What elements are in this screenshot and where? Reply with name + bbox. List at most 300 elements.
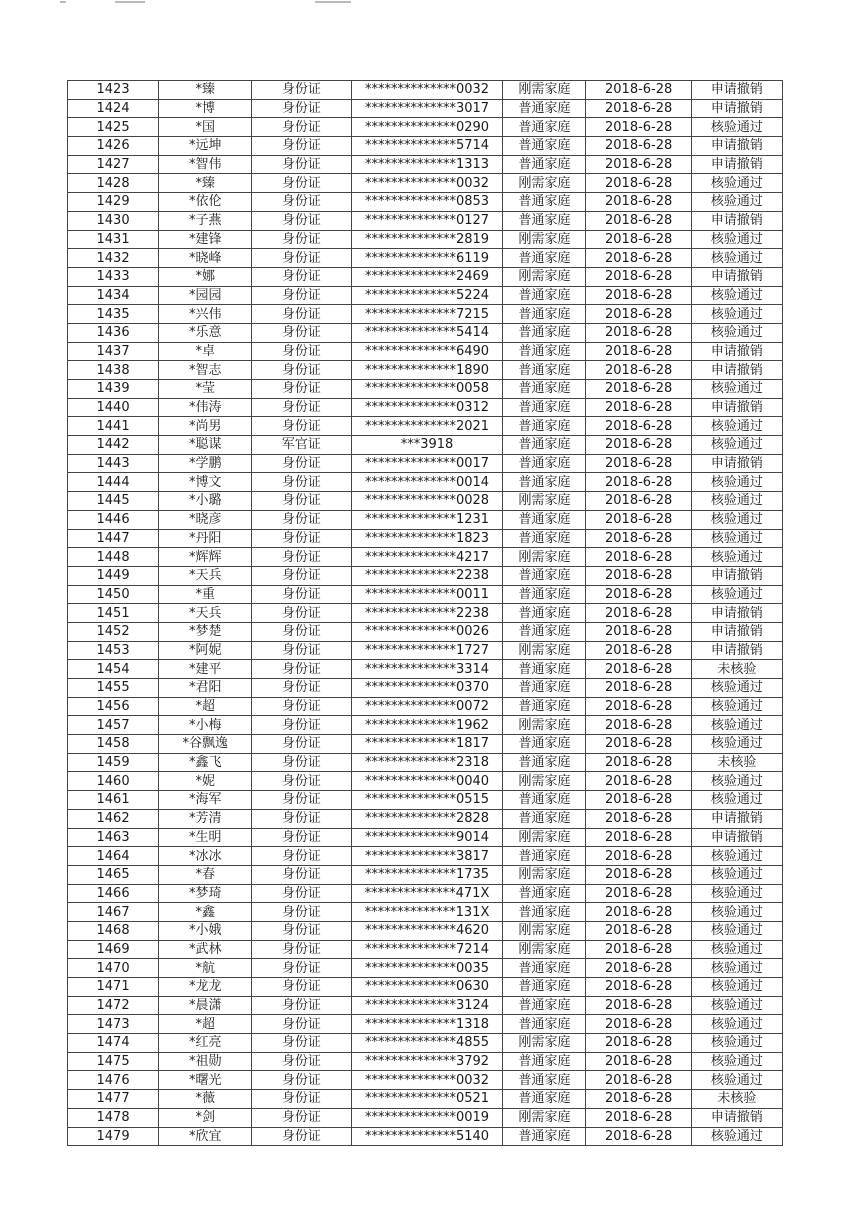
cell-date: 2018-6-28 xyxy=(586,99,691,118)
table-row xyxy=(68,1071,783,1090)
cell-no: 1474 xyxy=(68,1034,159,1053)
cell-date: 2018-6-28 xyxy=(586,865,691,884)
cell-name: *乐意 xyxy=(159,323,252,342)
table-row xyxy=(68,884,783,903)
table-row xyxy=(68,1052,783,1071)
cell-no: 1453 xyxy=(68,641,159,660)
cell-date: 2018-6-28 xyxy=(586,193,691,212)
table-row xyxy=(68,940,783,959)
cell-name: *学鹏 xyxy=(159,454,252,473)
table-row xyxy=(68,753,783,772)
cell-household-type: 普通家庭 xyxy=(503,1071,586,1090)
cell-date: 2018-6-28 xyxy=(586,267,691,286)
table-row xyxy=(68,847,783,866)
cell-status: 核验通过 xyxy=(691,436,782,455)
cell-doc-type: 身份证 xyxy=(252,249,351,268)
cell-doc-type: 身份证 xyxy=(252,361,351,380)
table-row xyxy=(68,193,783,212)
cell-date: 2018-6-28 xyxy=(586,249,691,268)
table-row xyxy=(68,361,783,380)
table-row xyxy=(68,903,783,922)
cell-status: 申请撤销 xyxy=(691,641,782,660)
cell-no: 1454 xyxy=(68,660,159,679)
cell-date: 2018-6-28 xyxy=(586,1052,691,1071)
cell-name: *阿妮 xyxy=(159,641,252,660)
table-row xyxy=(68,211,783,230)
cell-household-type: 普通家庭 xyxy=(503,211,586,230)
table-row xyxy=(68,1127,783,1146)
cell-household-type: 刚需家庭 xyxy=(503,230,586,249)
cell-date: 2018-6-28 xyxy=(586,604,691,623)
cell-date: 2018-6-28 xyxy=(586,959,691,978)
cell-status: 未核验 xyxy=(691,753,782,772)
cell-no: 1473 xyxy=(68,1015,159,1034)
cell-household-type: 刚需家庭 xyxy=(503,1108,586,1127)
cell-id-number: **************0017 xyxy=(351,454,503,473)
cell-name: *博 xyxy=(159,99,252,118)
scan-mark xyxy=(315,1,351,3)
cell-name: *依伦 xyxy=(159,193,252,212)
cell-id-number: **************0521 xyxy=(351,1090,503,1109)
cell-status: 核验通过 xyxy=(691,1034,782,1053)
cell-name: *尚男 xyxy=(159,417,252,436)
cell-id-number: **************0032 xyxy=(351,174,503,193)
cell-no: 1469 xyxy=(68,940,159,959)
cell-name: *建锋 xyxy=(159,230,252,249)
applicant-table-body xyxy=(68,81,783,1146)
cell-doc-type: 身份证 xyxy=(252,323,351,342)
table-row xyxy=(68,118,783,137)
cell-id-number: **************0019 xyxy=(351,1108,503,1127)
table-row xyxy=(68,529,783,548)
cell-name: *梦琦 xyxy=(159,884,252,903)
cell-id-number: **************9014 xyxy=(351,828,503,847)
cell-doc-type: 身份证 xyxy=(252,1034,351,1053)
cell-name: *欣宜 xyxy=(159,1127,252,1146)
cell-status: 核验通过 xyxy=(691,529,782,548)
cell-household-type: 普通家庭 xyxy=(503,380,586,399)
cell-no: 1466 xyxy=(68,884,159,903)
cell-id-number: **************0515 xyxy=(351,791,503,810)
cell-no: 1451 xyxy=(68,604,159,623)
cell-doc-type: 身份证 xyxy=(252,398,351,417)
table-row xyxy=(68,716,783,735)
cell-date: 2018-6-28 xyxy=(586,679,691,698)
cell-id-number: **************0028 xyxy=(351,492,503,511)
cell-id-number: **************1231 xyxy=(351,510,503,529)
cell-name: *卓 xyxy=(159,342,252,361)
cell-date: 2018-6-28 xyxy=(586,155,691,174)
cell-no: 1479 xyxy=(68,1127,159,1146)
cell-date: 2018-6-28 xyxy=(586,286,691,305)
cell-no: 1429 xyxy=(68,193,159,212)
cell-household-type: 普通家庭 xyxy=(503,585,586,604)
table-row xyxy=(68,492,783,511)
cell-date: 2018-6-28 xyxy=(586,323,691,342)
cell-name: *龙龙 xyxy=(159,978,252,997)
cell-date: 2018-6-28 xyxy=(586,940,691,959)
cell-name: *园园 xyxy=(159,286,252,305)
cell-status: 核验通过 xyxy=(691,118,782,137)
cell-name: *妮 xyxy=(159,772,252,791)
cell-id-number: **************2819 xyxy=(351,230,503,249)
cell-household-type: 普通家庭 xyxy=(503,996,586,1015)
cell-no: 1463 xyxy=(68,828,159,847)
cell-no: 1476 xyxy=(68,1071,159,1090)
table-row xyxy=(68,510,783,529)
cell-no: 1436 xyxy=(68,323,159,342)
cell-id-number: **************1962 xyxy=(351,716,503,735)
cell-date: 2018-6-28 xyxy=(586,921,691,940)
cell-status: 核验通过 xyxy=(691,959,782,978)
cell-household-type: 普通家庭 xyxy=(503,1052,586,1071)
cell-status: 申请撤销 xyxy=(691,267,782,286)
applicant-table xyxy=(67,80,783,1146)
cell-name: *晨潇 xyxy=(159,996,252,1015)
cell-status: 核验通过 xyxy=(691,1052,782,1071)
cell-id-number: **************0127 xyxy=(351,211,503,230)
cell-name: *晓彦 xyxy=(159,510,252,529)
table-row xyxy=(68,380,783,399)
cell-no: 1430 xyxy=(68,211,159,230)
cell-doc-type: 身份证 xyxy=(252,828,351,847)
cell-no: 1468 xyxy=(68,921,159,940)
cell-household-type: 刚需家庭 xyxy=(503,267,586,286)
cell-date: 2018-6-28 xyxy=(586,305,691,324)
cell-no: 1452 xyxy=(68,622,159,641)
cell-status: 核验通过 xyxy=(691,548,782,567)
cell-doc-type: 身份证 xyxy=(252,604,351,623)
cell-name: *聪谋 xyxy=(159,436,252,455)
cell-doc-type: 身份证 xyxy=(252,716,351,735)
cell-doc-type: 身份证 xyxy=(252,641,351,660)
cell-household-type: 普通家庭 xyxy=(503,847,586,866)
cell-name: *祖勋 xyxy=(159,1052,252,1071)
cell-status: 申请撤销 xyxy=(691,211,782,230)
cell-doc-type: 身份证 xyxy=(252,137,351,156)
cell-date: 2018-6-28 xyxy=(586,1127,691,1146)
cell-date: 2018-6-28 xyxy=(586,791,691,810)
cell-date: 2018-6-28 xyxy=(586,492,691,511)
cell-name: *航 xyxy=(159,959,252,978)
cell-no: 1440 xyxy=(68,398,159,417)
cell-doc-type: 身份证 xyxy=(252,660,351,679)
cell-id-number: **************4217 xyxy=(351,548,503,567)
cell-name: *曙光 xyxy=(159,1071,252,1090)
cell-name: *子燕 xyxy=(159,211,252,230)
cell-household-type: 普通家庭 xyxy=(503,99,586,118)
cell-doc-type: 身份证 xyxy=(252,772,351,791)
cell-no: 1443 xyxy=(68,454,159,473)
table-row xyxy=(68,81,783,100)
cell-no: 1439 xyxy=(68,380,159,399)
cell-status: 核验通过 xyxy=(691,492,782,511)
cell-date: 2018-6-28 xyxy=(586,529,691,548)
cell-id-number: **************1318 xyxy=(351,1015,503,1034)
cell-date: 2018-6-28 xyxy=(586,230,691,249)
cell-household-type: 普通家庭 xyxy=(503,1015,586,1034)
cell-household-type: 普通家庭 xyxy=(503,735,586,754)
cell-id-number: **************1890 xyxy=(351,361,503,380)
cell-date: 2018-6-28 xyxy=(586,81,691,100)
cell-name: *娜 xyxy=(159,267,252,286)
cell-status: 申请撤销 xyxy=(691,99,782,118)
cell-date: 2018-6-28 xyxy=(586,436,691,455)
cell-date: 2018-6-28 xyxy=(586,417,691,436)
table-row xyxy=(68,1090,783,1109)
cell-id-number: **************1735 xyxy=(351,865,503,884)
table-row xyxy=(68,809,783,828)
cell-no: 1433 xyxy=(68,267,159,286)
cell-household-type: 刚需家庭 xyxy=(503,1034,586,1053)
cell-id-number: **************131X xyxy=(351,903,503,922)
cell-id-number: **************0370 xyxy=(351,679,503,698)
table-row xyxy=(68,267,783,286)
cell-id-number: **************1727 xyxy=(351,641,503,660)
cell-doc-type: 身份证 xyxy=(252,211,351,230)
cell-status: 核验通过 xyxy=(691,249,782,268)
table-row xyxy=(68,585,783,604)
cell-id-number: **************0014 xyxy=(351,473,503,492)
cell-no: 1445 xyxy=(68,492,159,511)
cell-status: 申请撤销 xyxy=(691,398,782,417)
cell-household-type: 刚需家庭 xyxy=(503,641,586,660)
cell-doc-type: 身份证 xyxy=(252,996,351,1015)
cell-name: *伟涛 xyxy=(159,398,252,417)
cell-doc-type: 身份证 xyxy=(252,753,351,772)
cell-status: 申请撤销 xyxy=(691,566,782,585)
cell-date: 2018-6-28 xyxy=(586,566,691,585)
cell-doc-type: 身份证 xyxy=(252,585,351,604)
table-row xyxy=(68,641,783,660)
cell-no: 1472 xyxy=(68,996,159,1015)
cell-date: 2018-6-28 xyxy=(586,380,691,399)
cell-household-type: 普通家庭 xyxy=(503,249,586,268)
cell-id-number: **************0011 xyxy=(351,585,503,604)
cell-household-type: 普通家庭 xyxy=(503,604,586,623)
cell-id-number: **************0026 xyxy=(351,622,503,641)
cell-date: 2018-6-28 xyxy=(586,753,691,772)
cell-status: 核验通过 xyxy=(691,305,782,324)
cell-date: 2018-6-28 xyxy=(586,548,691,567)
cell-status: 核验通过 xyxy=(691,417,782,436)
cell-name: *君阳 xyxy=(159,679,252,698)
cell-name: *建平 xyxy=(159,660,252,679)
cell-no: 1461 xyxy=(68,791,159,810)
cell-date: 2018-6-28 xyxy=(586,1090,691,1109)
cell-household-type: 刚需家庭 xyxy=(503,940,586,959)
table-row xyxy=(68,921,783,940)
cell-name: *红亮 xyxy=(159,1034,252,1053)
cell-id-number: **************0853 xyxy=(351,193,503,212)
cell-household-type: 普通家庭 xyxy=(503,753,586,772)
cell-id-number: **************471X xyxy=(351,884,503,903)
cell-name: *生明 xyxy=(159,828,252,847)
cell-no: 1458 xyxy=(68,735,159,754)
scan-mark xyxy=(115,1,145,3)
cell-name: *丹阳 xyxy=(159,529,252,548)
cell-id-number: **************0072 xyxy=(351,697,503,716)
cell-no: 1448 xyxy=(68,548,159,567)
table-row xyxy=(68,342,783,361)
cell-no: 1450 xyxy=(68,585,159,604)
cell-name: *智志 xyxy=(159,361,252,380)
cell-no: 1427 xyxy=(68,155,159,174)
cell-doc-type: 身份证 xyxy=(252,921,351,940)
cell-status: 核验通过 xyxy=(691,940,782,959)
cell-date: 2018-6-28 xyxy=(586,510,691,529)
cell-doc-type: 身份证 xyxy=(252,81,351,100)
cell-doc-type: 身份证 xyxy=(252,978,351,997)
cell-household-type: 普通家庭 xyxy=(503,622,586,641)
cell-id-number: **************4855 xyxy=(351,1034,503,1053)
cell-household-type: 普通家庭 xyxy=(503,454,586,473)
table-row xyxy=(68,99,783,118)
cell-date: 2018-6-28 xyxy=(586,828,691,847)
cell-status: 申请撤销 xyxy=(691,361,782,380)
cell-id-number: **************5414 xyxy=(351,323,503,342)
cell-name: *剑 xyxy=(159,1108,252,1127)
cell-household-type: 普通家庭 xyxy=(503,473,586,492)
scan-marks xyxy=(60,0,360,6)
table-row xyxy=(68,548,783,567)
cell-date: 2018-6-28 xyxy=(586,847,691,866)
cell-status: 核验通过 xyxy=(691,1127,782,1146)
cell-no: 1426 xyxy=(68,137,159,156)
table-row xyxy=(68,417,783,436)
cell-id-number: **************3817 xyxy=(351,847,503,866)
cell-doc-type: 身份证 xyxy=(252,1108,351,1127)
cell-household-type: 普通家庭 xyxy=(503,155,586,174)
cell-household-type: 刚需家庭 xyxy=(503,81,586,100)
cell-date: 2018-6-28 xyxy=(586,903,691,922)
cell-date: 2018-6-28 xyxy=(586,772,691,791)
cell-household-type: 普通家庭 xyxy=(503,398,586,417)
cell-doc-type: 身份证 xyxy=(252,791,351,810)
cell-status: 未核验 xyxy=(691,1090,782,1109)
cell-doc-type: 身份证 xyxy=(252,155,351,174)
cell-status: 核验通过 xyxy=(691,174,782,193)
cell-name: *臻 xyxy=(159,174,252,193)
cell-status: 核验通过 xyxy=(691,791,782,810)
cell-id-number: ***3918 xyxy=(351,436,503,455)
cell-name: *智伟 xyxy=(159,155,252,174)
cell-id-number: **************1313 xyxy=(351,155,503,174)
cell-no: 1431 xyxy=(68,230,159,249)
cell-no: 1441 xyxy=(68,417,159,436)
cell-name: *超 xyxy=(159,697,252,716)
cell-id-number: **************3124 xyxy=(351,996,503,1015)
cell-status: 申请撤销 xyxy=(691,809,782,828)
cell-id-number: **************3792 xyxy=(351,1052,503,1071)
cell-household-type: 普通家庭 xyxy=(503,193,586,212)
cell-name: *超 xyxy=(159,1015,252,1034)
cell-household-type: 普通家庭 xyxy=(503,903,586,922)
cell-status: 未核验 xyxy=(691,660,782,679)
cell-no: 1465 xyxy=(68,865,159,884)
cell-status: 申请撤销 xyxy=(691,454,782,473)
cell-date: 2018-6-28 xyxy=(586,342,691,361)
cell-doc-type: 身份证 xyxy=(252,286,351,305)
cell-name: *国 xyxy=(159,118,252,137)
table-row xyxy=(68,996,783,1015)
cell-date: 2018-6-28 xyxy=(586,1015,691,1034)
cell-name: *臻 xyxy=(159,81,252,100)
cell-doc-type: 身份证 xyxy=(252,342,351,361)
cell-no: 1423 xyxy=(68,81,159,100)
cell-id-number: **************5714 xyxy=(351,137,503,156)
cell-household-type: 普通家庭 xyxy=(503,323,586,342)
cell-status: 申请撤销 xyxy=(691,828,782,847)
cell-household-type: 普通家庭 xyxy=(503,342,586,361)
cell-no: 1471 xyxy=(68,978,159,997)
cell-date: 2018-6-28 xyxy=(586,641,691,660)
cell-status: 核验通过 xyxy=(691,585,782,604)
cell-id-number: **************2318 xyxy=(351,753,503,772)
cell-status: 核验通过 xyxy=(691,193,782,212)
table-row xyxy=(68,249,783,268)
table-row xyxy=(68,1034,783,1053)
cell-id-number: **************2469 xyxy=(351,267,503,286)
cell-household-type: 刚需家庭 xyxy=(503,492,586,511)
cell-no: 1425 xyxy=(68,118,159,137)
cell-household-type: 普通家庭 xyxy=(503,1090,586,1109)
cell-doc-type: 身份证 xyxy=(252,1071,351,1090)
cell-id-number: **************3017 xyxy=(351,99,503,118)
cell-status: 核验通过 xyxy=(691,510,782,529)
cell-household-type: 普通家庭 xyxy=(503,305,586,324)
cell-no: 1475 xyxy=(68,1052,159,1071)
cell-id-number: **************2021 xyxy=(351,417,503,436)
cell-doc-type: 身份证 xyxy=(252,118,351,137)
cell-id-number: **************5140 xyxy=(351,1127,503,1146)
cell-date: 2018-6-28 xyxy=(586,978,691,997)
cell-no: 1437 xyxy=(68,342,159,361)
cell-doc-type: 身份证 xyxy=(252,174,351,193)
cell-id-number: **************5224 xyxy=(351,286,503,305)
cell-name: *芳清 xyxy=(159,809,252,828)
cell-status: 核验通过 xyxy=(691,380,782,399)
table-row xyxy=(68,604,783,623)
cell-id-number: **************6119 xyxy=(351,249,503,268)
table-row xyxy=(68,697,783,716)
cell-no: 1460 xyxy=(68,772,159,791)
cell-doc-type: 身份证 xyxy=(252,230,351,249)
cell-id-number: **************1823 xyxy=(351,529,503,548)
cell-id-number: **************3314 xyxy=(351,660,503,679)
cell-doc-type: 身份证 xyxy=(252,193,351,212)
cell-name: *谷飘逸 xyxy=(159,735,252,754)
cell-household-type: 刚需家庭 xyxy=(503,772,586,791)
cell-name: *莹 xyxy=(159,380,252,399)
cell-status: 核验通过 xyxy=(691,716,782,735)
cell-name: *海军 xyxy=(159,791,252,810)
cell-date: 2018-6-28 xyxy=(586,996,691,1015)
cell-household-type: 普通家庭 xyxy=(503,959,586,978)
cell-id-number: **************6490 xyxy=(351,342,503,361)
cell-doc-type: 身份证 xyxy=(252,1127,351,1146)
cell-doc-type: 身份证 xyxy=(252,622,351,641)
cell-doc-type: 身份证 xyxy=(252,1090,351,1109)
cell-household-type: 普通家庭 xyxy=(503,417,586,436)
table-row xyxy=(68,137,783,156)
table-row xyxy=(68,622,783,641)
cell-id-number: **************0630 xyxy=(351,978,503,997)
cell-id-number: **************0035 xyxy=(351,959,503,978)
cell-status: 核验通过 xyxy=(691,996,782,1015)
cell-status: 申请撤销 xyxy=(691,604,782,623)
table-row xyxy=(68,473,783,492)
